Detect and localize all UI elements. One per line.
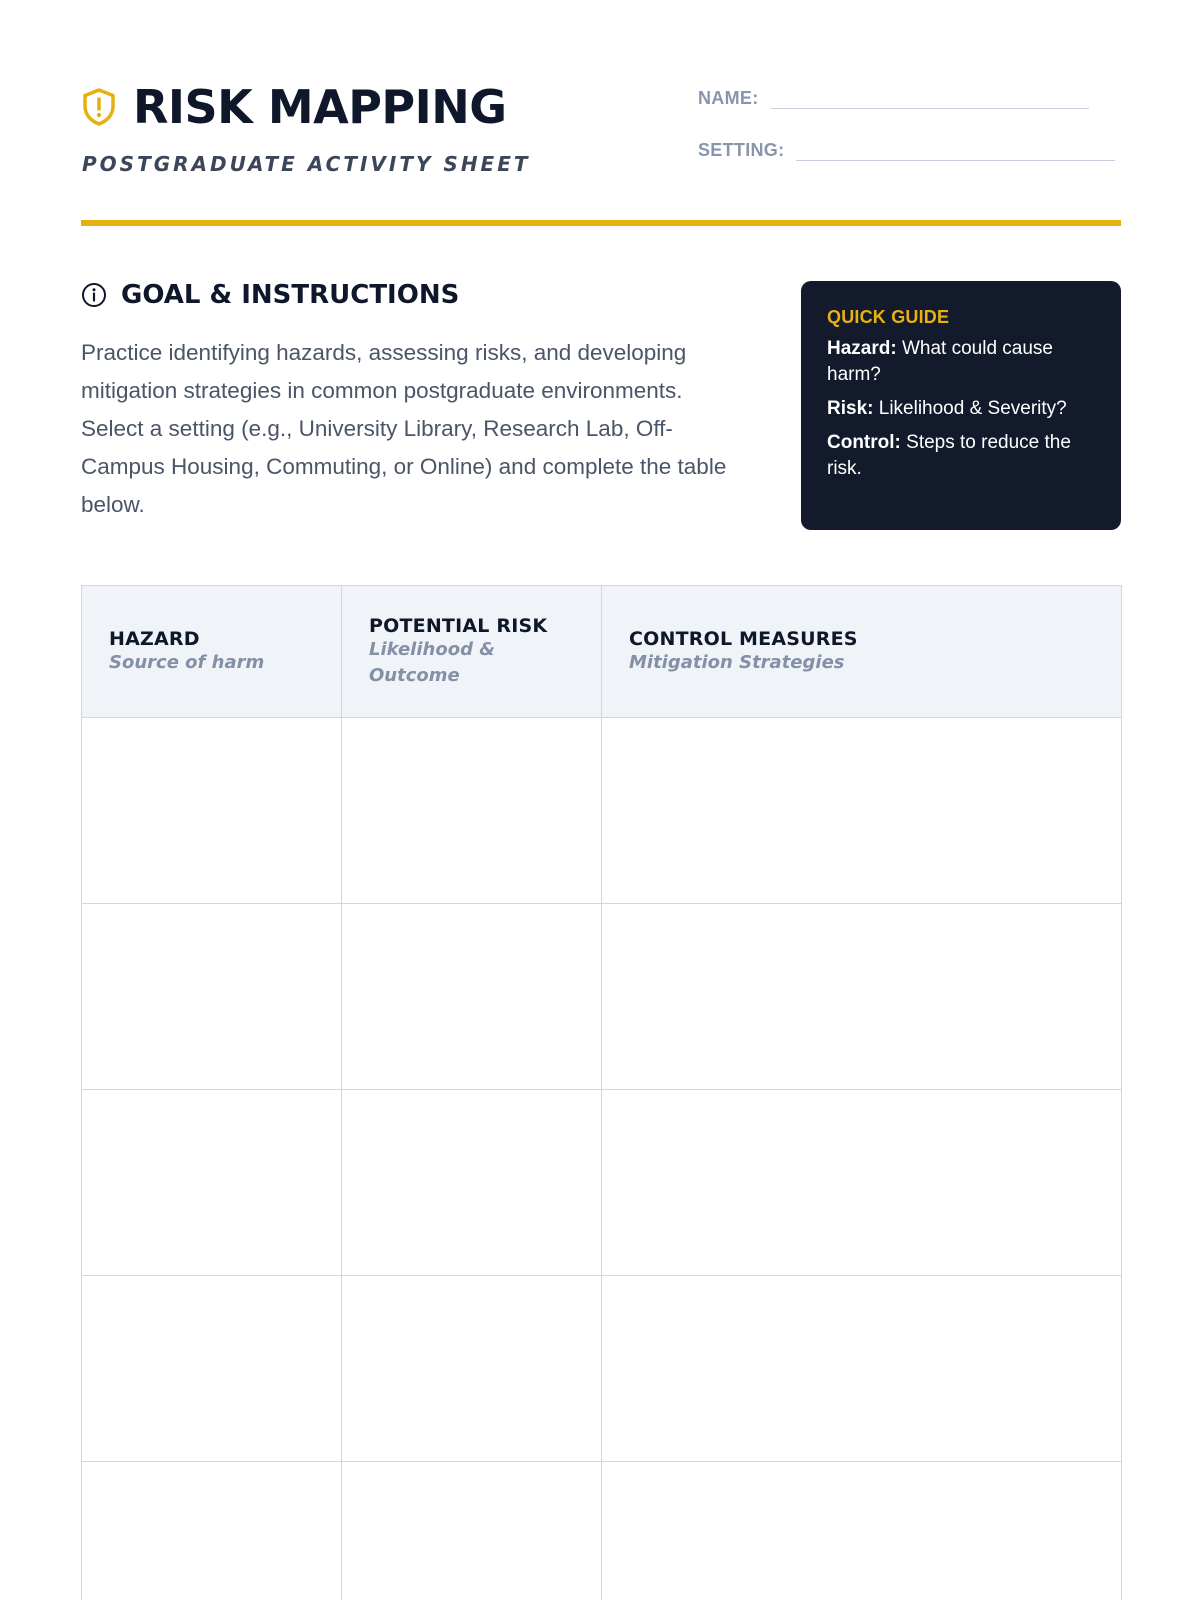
risk-cell[interactable] bbox=[342, 718, 602, 904]
guide-text: Likelihood & Severity? bbox=[878, 398, 1067, 419]
risk-cell[interactable] bbox=[342, 1462, 602, 1600]
column-header-potential-risk bbox=[342, 586, 602, 718]
instructions-title: GOAL & INSTRUCTIONS bbox=[121, 280, 460, 310]
shield-alert-icon bbox=[81, 87, 117, 127]
guide-term: Control: bbox=[827, 432, 901, 453]
guide-text: What could cause harm? bbox=[827, 338, 1053, 385]
name-label: NAME: bbox=[698, 88, 759, 108]
table-row bbox=[82, 904, 1122, 1090]
hazard-cell[interactable] bbox=[82, 1462, 342, 1600]
table-row bbox=[82, 1276, 1122, 1462]
control-cell[interactable] bbox=[602, 1276, 1122, 1462]
guide-term: Risk: bbox=[827, 398, 874, 419]
column-subtitle: Mitigation Strategies bbox=[629, 651, 845, 673]
control-cell[interactable] bbox=[602, 1090, 1122, 1276]
control-cell[interactable] bbox=[602, 1462, 1122, 1600]
name-input-line[interactable] bbox=[771, 86, 1089, 109]
risk-cell[interactable] bbox=[342, 904, 602, 1090]
setting-field bbox=[698, 138, 1115, 161]
table-row bbox=[82, 1462, 1122, 1600]
quick-guide-card bbox=[801, 281, 1121, 530]
page-title: RISK MAPPING bbox=[133, 80, 507, 134]
control-cell[interactable] bbox=[602, 718, 1122, 904]
instructions-body: Practice identifying hazards, assessing risks, and developing mitigation strategies in common postgraduate environments. Select a setting (e.g., University Library, Research Lab, Off-Campus Housing, Commuting, or Online) and complete the table below. bbox=[81, 340, 727, 517]
title-row bbox=[81, 80, 507, 134]
guide-term: Hazard: bbox=[827, 338, 897, 359]
column-subtitle: Source of harm bbox=[109, 651, 265, 673]
control-cell[interactable] bbox=[602, 904, 1122, 1090]
page-subtitle: POSTGRADUATE ACTIVITY SHEET bbox=[82, 152, 531, 176]
hazard-cell[interactable] bbox=[82, 1276, 342, 1462]
worksheet-header bbox=[81, 78, 1121, 178]
guide-text: Steps to reduce the risk. bbox=[827, 432, 1071, 479]
hazard-cell[interactable] bbox=[82, 904, 342, 1090]
header-divider bbox=[81, 220, 1121, 226]
column-header-control-measures bbox=[602, 586, 1122, 718]
hazard-cell[interactable] bbox=[82, 718, 342, 904]
risk-table bbox=[81, 585, 1122, 1600]
guide-item-hazard bbox=[827, 336, 1095, 388]
quick-guide-title: QUICK GUIDE bbox=[827, 307, 950, 327]
risk-cell[interactable] bbox=[342, 1090, 602, 1276]
guide-item-risk bbox=[827, 396, 1095, 422]
column-title: HAZARD bbox=[109, 627, 200, 650]
setting-input-line[interactable] bbox=[796, 138, 1115, 161]
name-field bbox=[698, 86, 1089, 109]
column-title: POTENTIAL RISK bbox=[369, 614, 548, 637]
column-title: CONTROL MEASURES bbox=[629, 627, 858, 650]
setting-label: SETTING: bbox=[698, 140, 785, 160]
column-subtitle: Likelihood & Outcome bbox=[369, 638, 495, 686]
instructions-heading bbox=[81, 280, 761, 310]
table-row bbox=[82, 718, 1122, 904]
guide-item-control bbox=[827, 430, 1095, 482]
hazard-cell[interactable] bbox=[82, 1090, 342, 1276]
column-header-hazard bbox=[82, 586, 342, 718]
info-icon bbox=[81, 282, 107, 308]
table-header-row bbox=[82, 586, 1122, 718]
risk-cell[interactable] bbox=[342, 1276, 602, 1462]
table-row bbox=[82, 1090, 1122, 1276]
worksheet-page bbox=[81, 0, 1121, 1600]
student-fields bbox=[698, 78, 1121, 178]
instructions-section bbox=[81, 280, 761, 524]
